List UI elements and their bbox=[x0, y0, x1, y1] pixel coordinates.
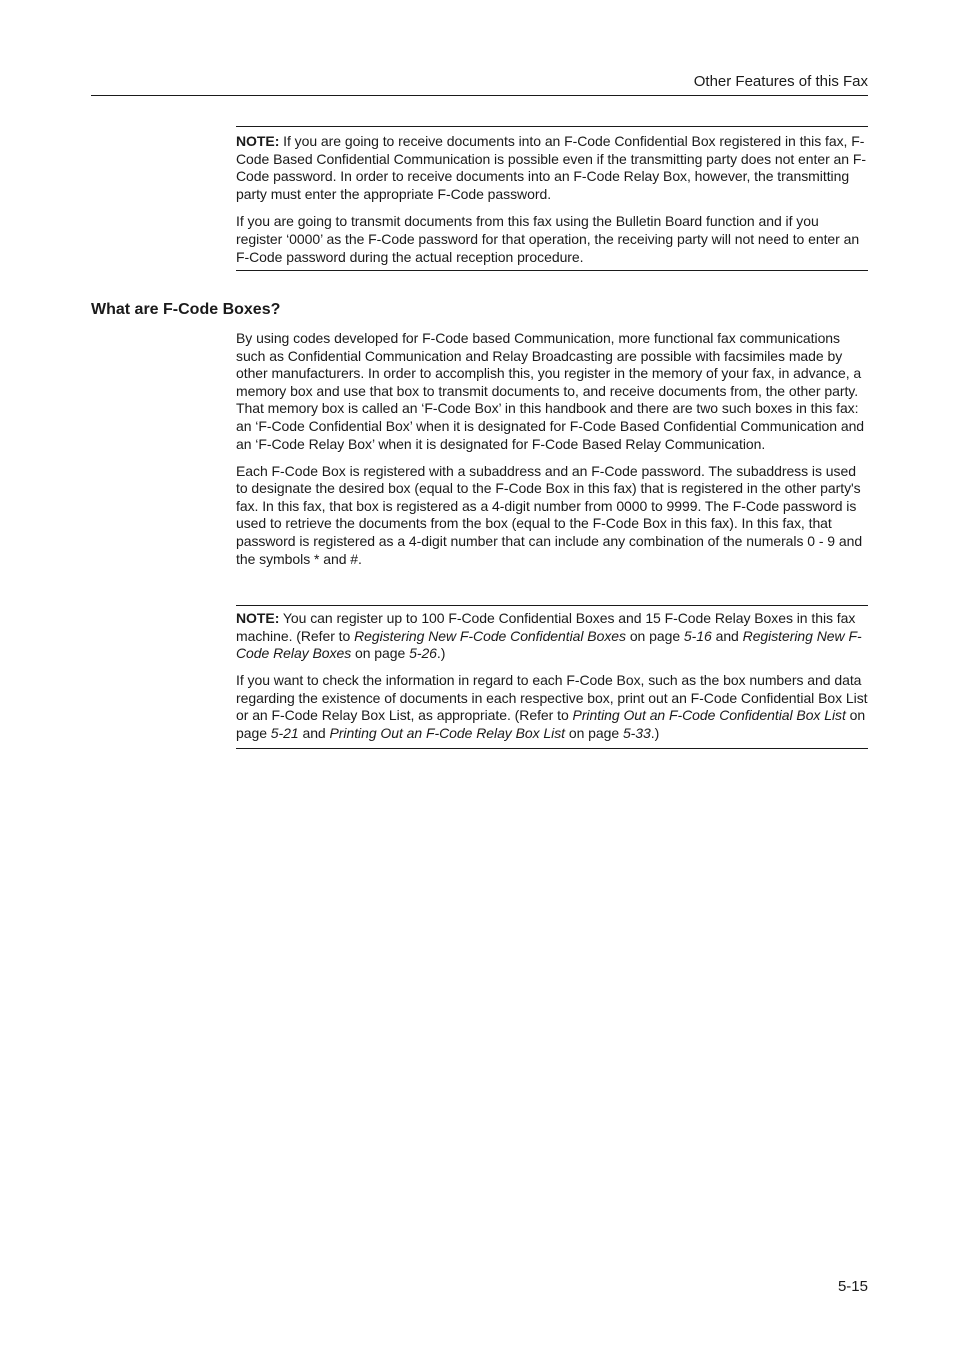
note-text: .) bbox=[650, 725, 660, 742]
note-paragraph-bulletin: If you are going to transmit documents from this fax using the Bulletin Board function and if you register ‘0000’ as the F-Code password for that operation, the receiving party will not need to enter an F-Code password during the actual reception procedure. bbox=[236, 213, 860, 265]
body-paragraph-intro: By using codes developed for F-Code based Communication, more functional fax communications such as Confidential Communication and Relay Broadcasting are possible with facsimiles made by other manufacturers. In order to accomplish this, you register in the memory of your fax, in advance, a memory box and use that box to transmit documents to, and receive documents from, the other party. That memory box is called an ‘F-Code Box’ in this handbook and there are two such boxes in this fax: an ‘F-Code Confidential Box’ when it is designated for F-Code Based Confidential Communication and an ‘F-Code Relay Box’ when it is designated for F-Code Based Relay Communication. bbox=[236, 330, 865, 452]
body-paragraph-subaddress: Each F-Code Box is registered with a subaddress and an F-Code password. The subaddress is used to designate the desired box (equal to the F-Code Box in this fax) that is registered in the other party's fax. In this fax, that box is registered as a 4-digit number from 0000 to 9999. The F-Code password is used to retrieve the documents from the box (equal to the F-Code Box in this fax). In this fax, that password is registered as a 4-digit number that can include any combination of the numerals 0 - 9 and the symbols * and #. bbox=[236, 462, 863, 567]
note-text: If you are going to receive documents into an F-Code Confidential Box registered in this fax, F-Code Based Confidential Communication is possible even if the transmitting party does not enter an F-Code password. In order to receive documents into an F-Code Relay Box, however, the transmitting party must enter the appropriate F-Code password. bbox=[236, 133, 866, 202]
page-reference: 5-16 bbox=[683, 627, 712, 644]
page-reference: 5-26 bbox=[409, 645, 437, 662]
section-body bbox=[236, 330, 868, 568]
cross-reference-link: Registering New F-Code Confidential Boxes bbox=[354, 627, 626, 644]
note-paragraph-register bbox=[236, 610, 868, 663]
page-number: 5-15 bbox=[837, 1278, 868, 1295]
note-text: on page bbox=[351, 645, 410, 662]
note-text: You can register up to 100 F-Code Confidential Boxes and 15 F-Code Relay Boxes in this fax machine. (Refer to bbox=[236, 610, 856, 644]
note-text: If you want to check the information in regard to each F-Code Box, such as the box numbers and data regarding the existence of documents in each respective box, print out an F-Code Confidential Box List or an F-Code Relay Box List, as appropriate. (Refer to bbox=[236, 672, 868, 724]
note-text: on page bbox=[236, 707, 866, 742]
running-header: Other Features of this Fax bbox=[693, 73, 868, 90]
page-reference: 5-21 bbox=[270, 725, 299, 742]
section-heading: What are F-Code Boxes? bbox=[91, 301, 281, 318]
note-paragraph bbox=[236, 133, 868, 203]
note-text: and bbox=[711, 627, 743, 644]
note-label: NOTE: bbox=[236, 610, 280, 626]
note-text: on page bbox=[565, 725, 623, 742]
cross-reference-link: Printing Out an F-Code Relay Box List bbox=[329, 725, 565, 742]
page-reference: 5-33 bbox=[622, 725, 651, 742]
note-box-password bbox=[236, 126, 868, 271]
cross-reference-link: Registering New F-Code Relay Boxes bbox=[236, 627, 862, 662]
header-rule bbox=[91, 95, 868, 96]
note-paragraph-list bbox=[236, 672, 868, 742]
cross-reference-link: Printing Out an F-Code Confidential Box List bbox=[572, 707, 846, 724]
note-text: .) bbox=[436, 645, 446, 662]
note-text: and bbox=[298, 725, 330, 742]
note-text: on page bbox=[625, 627, 684, 644]
note-box-registration bbox=[236, 605, 868, 749]
note-label: NOTE: bbox=[236, 133, 280, 149]
